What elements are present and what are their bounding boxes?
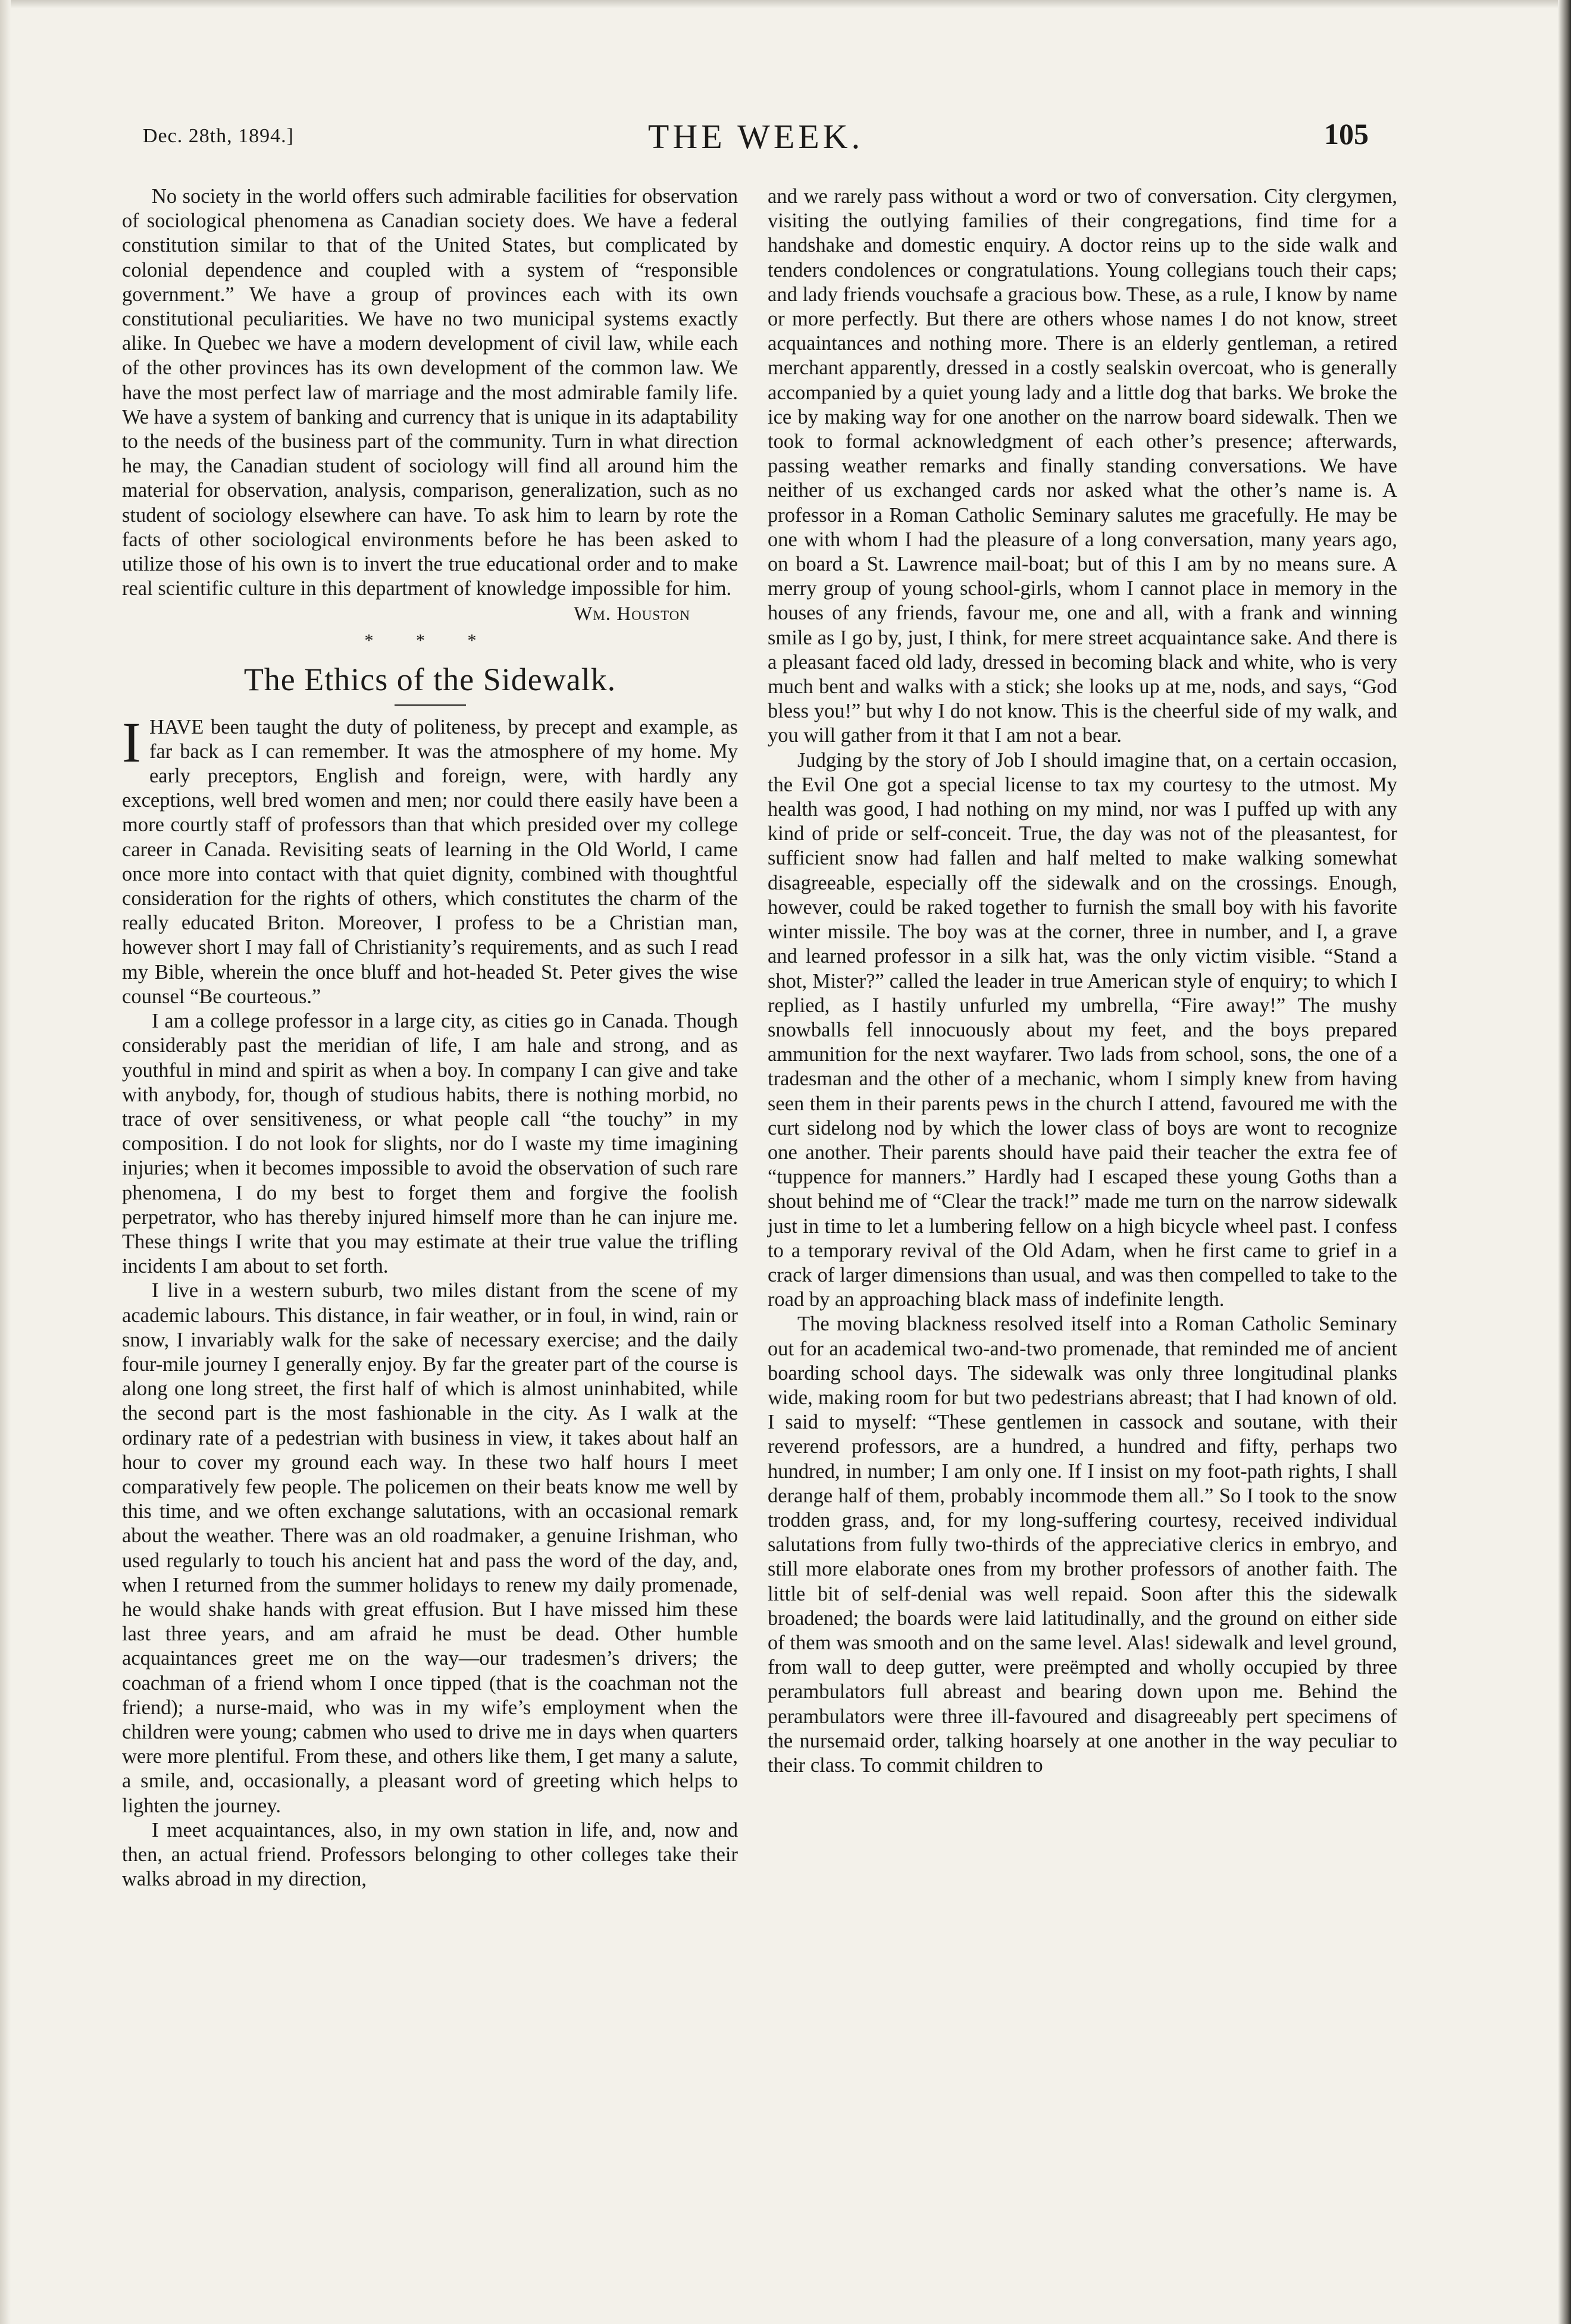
section-asterism: * * *: [364, 630, 496, 650]
page-edge-right: [1558, 0, 1571, 2324]
author-signature: Wm. Houston: [574, 603, 690, 625]
article-paragraph-1: [122, 710, 738, 1009]
paragraph-text: been taught the duty of politeness, by precept and example, as far back as I can remember. It was the atmosphere of my home. My early preceptors, English and foreign, were, with hardly any exceptions, well bred women and men; nor could there easily have been a more courtly staff of professors than that which presided over my college career in Canada. Revisiting seats of learning in the Old World, I came once more into contact with that quiet dignity, combined with thoughtful consideration for the rights of others, which constitutes the charm of the really educated Briton. Moreover, I profess to be a Christian man, however short I may fall of Christianity’s requirements, and as such I read my Bible, wherein the once bluff and hot-headed St. Peter gives the wise counsel “Be courteous.”: [122, 715, 738, 1008]
article-title: The Ethics of the Sidewalk.: [243, 661, 616, 697]
page-number: 105: [1324, 117, 1369, 151]
page-header: [143, 117, 1369, 164]
drop-cap: I: [122, 710, 141, 774]
page-edge-top: [0, 0, 1571, 8]
left-column: [122, 184, 738, 1891]
article-paragraph-4: I meet acquaintances, also, in my own station in life, and, now and then, an actual friend. Professors belonging to other colleges take their walks abroad in my direction,: [122, 1818, 738, 1891]
issue-date: Dec. 28th, 1894.]: [143, 125, 295, 147]
title-rule: [395, 704, 466, 706]
right-column: [768, 184, 1397, 1778]
article-paragraph-5: and we rarely pass without a word or two of conversation. City clergymen, visiting the outlying families of their congregations, find time for a handshake and domestic enquiry. A doctor reins up to the side walk and tenders condolences or congratulations. Young collegians touch their caps; and lady friends vouchsafe a gracious bow. These, as a rule, I know by name or more perfectly. But there are others whose names I do not know, street acquaintances and nothing more. There is an elderly gentleman, a retired merchant apparently, dressed in a costly sealskin overcoat, who is generally accompanied by a quiet young lady and a little dog that barks. We broke the ice by making way for one another on the narrow board sidewalk. Then we took to formal acknowledgment of each other’s presence; afterwards, passing weather remarks and finally standing conversations. We have neither of us exchanged cards nor asked what the other’s name is. A professor in a Roman Catholic Seminary salutes me gracefully. He may be one with whom I had the pleasure of a long conversation, many years ago, on board a St. Lawrence mail-boat; but of this I am by no means sure. A merry group of young school-girls, whom I cannot place in memory in the houses of any friends, favour me, one and all, with a frank and winning smile as I go by, just, I think, for mere street acquaintance sake. And there is a pleasant faced old lady, dressed in becoming black and white, who is very much bent and walks with a stick; she looks up at me, nods, and says, “God bless you!” but why I do not know. This is the cheerful side of my walk, and you will gather from it that I am not a bear.: [768, 185, 1397, 747]
page-edge-left: [0, 0, 11, 2324]
publication-title: THE WEEK.: [647, 117, 864, 156]
lead-word: HAVE: [149, 715, 204, 738]
article-paragraph-3: I live in a western suburb, two miles distant from the scene of my academic labours. This distance, in fair weather, or in foul, in wind, rain or snow, I invariably walk for the sake of necessary exercise; and the daily four-mile journey I generally enjoy. By far the greater part of the course is along one long street, the first half of which is almost uninhabited, while the second part is the most fashionable in the city. As I walk at the ordinary rate of a pedestrian with business in view, it takes about half an hour to cover my ground each way. In these two half hours I meet comparatively few people. The policemen on their beats know me well by this time, and we often exchange salutations, with an occasional remark about the weather. There was an old roadmaker, a genuine Irishman, who used regularly to touch his ancient hat and pass the word of the day, and, when I returned from the summer holidays to renew my daily promenade, he would shake hands with great effusion. But I have missed him these last three years, and am afraid he must be dead. Other humble acquaintances greet me on the way—our tradesmen’s drivers; the coachman of a friend whom I once tipped (that is the coachman not the friend); a nurse-maid, who was in my wife’s employment when the children were young; cabmen who used to drive me in days when quarters were more plentiful. From these, and others like them, I get many a salute, a smile, and, occasionally, a pleasant word of greeting which helps to lighten the journey.: [122, 1279, 738, 1817]
article-paragraph-7: The moving blackness resolved itself into a Roman Catholic Seminary out for an academical two-and-two promenade, that reminded me of ancient boarding school days. The sidewalk was only three longitudinal planks wide, making room for but two pedestrians abreast; that I had known of old. I said to myself: “These gentlemen in cassock and soutane, with their reverend professors, are a hundred, a hundred and fifty, perhaps two hundred, in number; I am only one. If I insist on my foot-path rights, I shall derange half of them, probably incommode them all.” So I took to the snow trodden grass, and, for my long-suffering courtesy, received individual salutations from fully two-thirds of the appreciative clerics in embryo, and still more elaborate ones from my brother professors of another faith. The little bit of self-denial was well repaid. Soon after this the sidewalk broadened; the boards were laid latitudinally, and the ground on either side of them was smooth and on the same level. Alas! sidewalk and level ground, from wall to deep gutter, were preëmpted and wholly occupied by three perambulators full abreast and bearing down upon me. Behind the perambulators were three ill-favoured and disagreeably pert specimens of the nursemaid order, talking hoarsely at one another in the way peculiar to their class. To commit children to: [768, 1313, 1397, 1777]
article-paragraph-6: Judging by the story of Job I should imagine that, on a certain occasion, the Evil One got a special license to tax my courtesy to the utmost. My health was good, I had nothing on my mind, nor was I puffed up with any kind of pride or self-conceit. True, the day was not of the pleasantest, for sufficient snow had fallen and half melted to make walking somewhat disagreeable, especially off the sidewalk and on the crossings. Enough, however, could be raked together to furnish the small boy with his favorite winter missile. The boy was at the corner, three in number, and I, a grave and learned professor in a silk hat, was the only victim visible. “Stand a shot, Mister?” called the leader in true American style of enquiry; to which I replied, as I hastily unfurled my umbrella, “Fire away!” The mushy snowballs fell innocuously about my feet, and the boys prepared ammunition for the next wayfarer. Two lads from school, sons, the one of a tradesman and the other of a mechanic, whom I simply knew from having seen them in their parents pews in the church I attend, favoured me with the curt sidelong nod by which the lower class of boys are wont to recognize one another. Their parents should have paid their teacher the extra fee of “tuppence for manners.” Hardly had I escaped these young Goths than a shout behind me of “Clear the track!” made me turn on the narrow sidewalk just in time to let a lumbering fellow on a high bicycle wheel past. I confess to a temporary revival of the Old Adam, when he first came to grief in a crack of larger dimensions than usual, and was then compelled to take to the road by an approaching black mass of indefinite length.: [768, 748, 1397, 1311]
intro-paragraph: No society in the world offers such admirable facilities for observation of sociological phenomena as Canadian society does. We have a federal constitution similar to that of the United States, but complicated by colonial dependence and coupled with a system of “responsible government.” We have a group of provinces each with its own constitutional peculiarities. We have no two municipal systems exactly alike. In Quebec we have a modern development of civil law, while each of the other provinces has its own development of the common law. We have the most perfect law of marriage and the most admirable family life. We have a system of banking and currency that is unique in its adaptability to the needs of the business part of the community. Turn in what direction he may, the Canadian student of sociology will find all around him the material for observation, analysis, comparison, generalization, such as no student of sociology elsewhere can have. To ask him to learn by rote the facts of other sociological environments before he has been asked to utilize those of his own is to invert the true educational order and to make real scientific culture in this department of knowledge impossible for him.: [122, 185, 738, 600]
article-paragraph-2: I am a college professor in a large city, as cities go in Canada. Though considerably past the meridian of life, I am hale and strong, and as youthful in mind and spirit as when a boy. In company I can give and take with anybody, for, though of studious habits, there is nothing morbid, no trace of over sensitiveness, or what people call “the touchy” in my composition. I do not look for slights, nor do I waste my time imagining injuries; when it becomes impossible to avoid the observation of such rare phenomena, I do my best to forget them and forgive the foolish perpetrator, who has thereby injured himself more than he can injure me. These things I write that you may estimate at their true value the trifling incidents I am about to set forth.: [122, 1010, 738, 1278]
